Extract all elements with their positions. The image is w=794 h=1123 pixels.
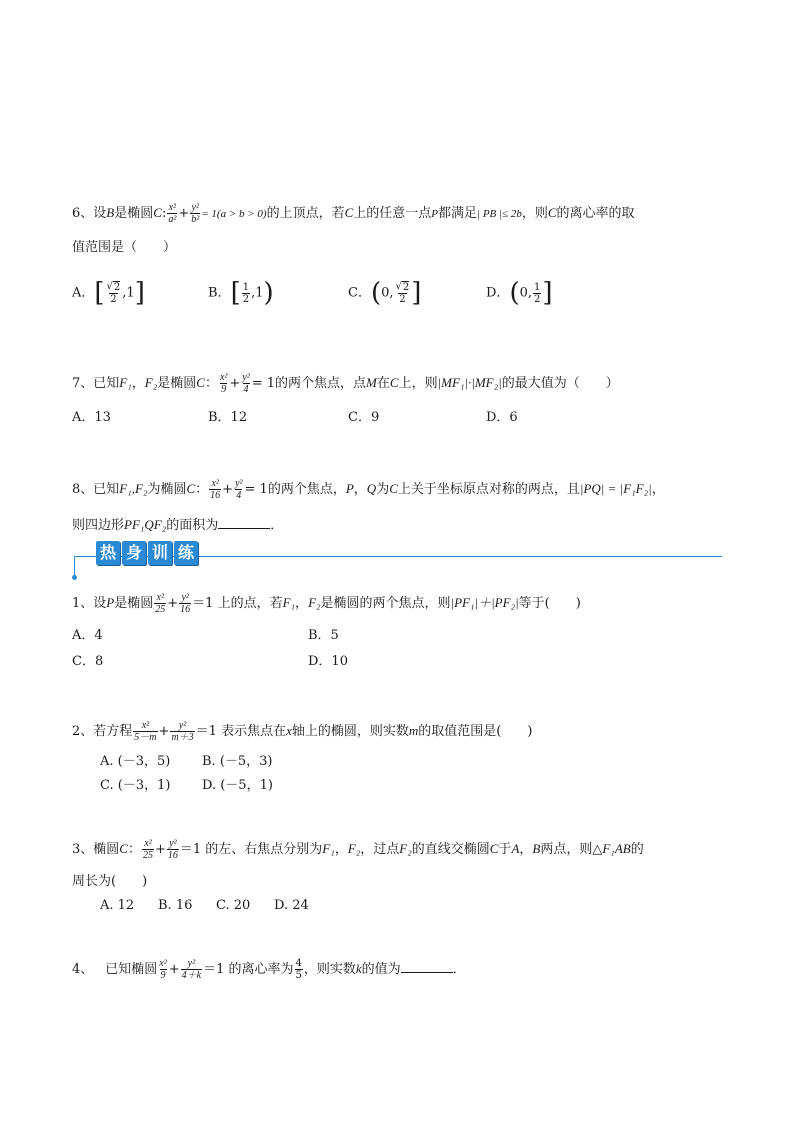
math-var: F₁ bbox=[322, 841, 335, 856]
math-var: k bbox=[355, 961, 362, 976]
text: 等于( ) bbox=[518, 596, 581, 611]
question-number: 4、 bbox=[72, 962, 94, 977]
text: 两点，则△ bbox=[540, 842, 603, 857]
fraction-denominator: 25 bbox=[142, 850, 153, 861]
text: 于 bbox=[498, 842, 512, 857]
text: 的两个焦点，点 bbox=[275, 376, 367, 391]
option-a[interactable] bbox=[72, 280, 145, 306]
text: 上关于坐标原点对称的两点，且 bbox=[397, 482, 580, 497]
operator: + bbox=[222, 482, 234, 497]
option-a[interactable]: A．13 bbox=[72, 410, 111, 425]
fraction-denominator: 2 bbox=[399, 294, 406, 305]
text: 已知 bbox=[93, 376, 120, 391]
fraction-denominator: 4＋k bbox=[181, 970, 202, 981]
sqrt: √ 2 bbox=[395, 281, 410, 293]
answer-blank[interactable] bbox=[218, 516, 270, 529]
question-number: 7、 bbox=[72, 376, 94, 391]
radicand: 2 bbox=[402, 282, 410, 293]
warmup-question-1-options bbox=[72, 628, 672, 672]
math-var: F₁ bbox=[282, 595, 296, 610]
fraction bbox=[167, 838, 179, 861]
fraction-denominator: 16 bbox=[167, 850, 178, 861]
fraction-denominator: 25 bbox=[155, 604, 166, 615]
math-var: C bbox=[489, 841, 499, 856]
math-var: C bbox=[547, 205, 557, 220]
option-a[interactable]: A. (－3，5) bbox=[100, 754, 171, 769]
text: 在 bbox=[376, 376, 390, 391]
text: 的最大值为（ ） bbox=[501, 376, 619, 391]
question-number: 8、 bbox=[72, 482, 94, 497]
section-title-char: 身 bbox=[122, 541, 146, 565]
math-expression: |PQ| = |F₁F₂| bbox=[579, 481, 652, 496]
warmup-question-2-options bbox=[100, 754, 500, 798]
text: ， bbox=[131, 376, 145, 391]
fraction bbox=[533, 282, 541, 305]
fraction-denominator: a² bbox=[168, 214, 177, 225]
text: 为椭圆 bbox=[147, 482, 187, 497]
text: 0, bbox=[519, 285, 532, 301]
text: ： bbox=[127, 842, 141, 857]
text: 设 bbox=[93, 596, 107, 611]
fraction bbox=[234, 478, 243, 501]
fraction bbox=[154, 592, 166, 615]
fraction-numerator: y² bbox=[187, 958, 196, 969]
question-7 bbox=[72, 372, 724, 395]
text: 的取值范围是( ) bbox=[418, 724, 533, 739]
text: 上，则 bbox=[398, 376, 438, 391]
fraction-denominator: 16 bbox=[180, 604, 191, 615]
option-c[interactable]: C．8 bbox=[72, 654, 104, 669]
text: 的上顶点，若 bbox=[266, 206, 345, 221]
math-var: C bbox=[196, 375, 205, 390]
math-var: P bbox=[106, 595, 115, 610]
fraction bbox=[170, 720, 194, 743]
text: ＝1 的离心率为 bbox=[203, 962, 294, 977]
text: ,1 bbox=[251, 285, 264, 301]
right-bracket: ] bbox=[134, 278, 145, 308]
text: 上的任意一点 bbox=[353, 206, 432, 221]
fraction bbox=[219, 372, 228, 395]
fraction bbox=[395, 281, 411, 305]
section-divider-tick bbox=[74, 556, 75, 576]
text: ， bbox=[295, 596, 309, 611]
math-expression: PF₁QF₂ bbox=[124, 517, 167, 532]
math-var: m bbox=[408, 723, 419, 738]
text: 轴上的椭圆，则实数 bbox=[291, 724, 409, 739]
option-label: C． bbox=[348, 285, 371, 301]
fraction-denominator: 2 bbox=[242, 293, 250, 305]
math-var: P bbox=[431, 208, 439, 220]
fraction bbox=[241, 372, 250, 395]
text: ： bbox=[195, 482, 209, 497]
fraction-numerator: y² bbox=[169, 838, 177, 849]
text: ， bbox=[353, 482, 367, 497]
text: 是椭圆 bbox=[114, 206, 154, 221]
fraction bbox=[133, 720, 157, 743]
text: : bbox=[161, 206, 167, 221]
option-a[interactable]: A．4 bbox=[72, 628, 103, 643]
option-c[interactable]: C. 20 bbox=[216, 898, 251, 913]
sqrt: √ 2 bbox=[106, 281, 121, 293]
fraction-denominator: 4 bbox=[236, 490, 242, 501]
fraction-denominator: b² bbox=[191, 214, 200, 225]
fraction bbox=[179, 592, 191, 615]
text: ． bbox=[270, 518, 284, 533]
text: 椭圆 bbox=[93, 842, 120, 857]
question-number: 1、 bbox=[72, 596, 94, 611]
left-bracket: [ bbox=[94, 278, 105, 308]
fraction bbox=[209, 478, 221, 501]
operator: + bbox=[178, 206, 190, 221]
option-b[interactable]: B. 16 bbox=[158, 898, 193, 913]
text: 的 bbox=[630, 842, 644, 857]
fraction-numerator: x² bbox=[219, 372, 228, 383]
text: 则四边形 bbox=[72, 518, 125, 533]
fraction-numerator: x² bbox=[168, 202, 177, 213]
fraction-numerator: x² bbox=[141, 720, 150, 731]
fraction-denominator: 4 bbox=[243, 384, 249, 395]
math-var: F₂ bbox=[347, 841, 361, 856]
section-title-char: 热 bbox=[96, 541, 120, 565]
text: 若方程 bbox=[93, 724, 133, 739]
operator: + bbox=[229, 376, 241, 391]
warmup-question-4 bbox=[72, 958, 724, 981]
answer-blank[interactable] bbox=[401, 960, 453, 973]
math-expression: | PB |≤ 2b bbox=[477, 208, 522, 220]
option-b[interactable]: B．12 bbox=[208, 410, 248, 425]
math-var: x bbox=[286, 723, 292, 738]
fraction-numerator: y² bbox=[191, 202, 199, 213]
option-d[interactable]: D. 24 bbox=[274, 898, 309, 913]
question-6-options bbox=[72, 280, 672, 316]
text: 设 bbox=[93, 206, 107, 221]
section-divider-dot bbox=[72, 575, 77, 580]
option-c[interactable]: C．9 bbox=[348, 410, 380, 425]
option-label: B． bbox=[208, 285, 231, 301]
fraction-denominator: 2 bbox=[110, 294, 117, 305]
operator: + bbox=[167, 596, 179, 611]
text: 为 bbox=[376, 482, 390, 497]
fraction-numerator: y² bbox=[242, 372, 250, 383]
text: 已知 bbox=[93, 482, 120, 497]
fraction-numerator: y² bbox=[178, 720, 187, 731]
fraction bbox=[158, 958, 167, 981]
left-bracket: [ bbox=[230, 278, 241, 308]
option-d[interactable]: D. (－5，1) bbox=[202, 778, 273, 793]
fraction-numerator: 4 bbox=[295, 958, 302, 969]
fraction-numerator: x² bbox=[144, 838, 152, 849]
left-paren: ( bbox=[509, 278, 520, 308]
math-var: F₁ bbox=[119, 375, 132, 390]
section-title-char: 练 bbox=[174, 541, 198, 565]
fraction bbox=[181, 958, 202, 981]
math-var: F₂ bbox=[308, 595, 321, 610]
question-number: 6、 bbox=[72, 206, 94, 221]
question-number: 3、 bbox=[72, 842, 94, 857]
text: 0, bbox=[381, 285, 394, 301]
option-c[interactable] bbox=[348, 280, 421, 306]
text: ＝1 表示焦点在 bbox=[195, 724, 287, 739]
fraction-denominator: 9 bbox=[221, 384, 227, 395]
text: 的面积为 bbox=[166, 518, 219, 533]
question-8-line2 bbox=[72, 516, 724, 534]
math-var: C bbox=[119, 841, 128, 856]
text: ＝1 的左、右焦点分别为 bbox=[179, 842, 323, 857]
text: 是椭圆 bbox=[114, 596, 154, 611]
fraction-numerator: 1 bbox=[534, 281, 541, 293]
question-number: 2、 bbox=[72, 724, 94, 739]
question-6-line2 bbox=[72, 240, 724, 256]
fraction bbox=[167, 202, 177, 225]
fraction-numerator: x² bbox=[211, 478, 219, 489]
fraction-numerator: y² bbox=[235, 478, 243, 489]
fraction-denominator: 5 bbox=[295, 970, 302, 981]
radicand: 2 bbox=[113, 282, 121, 293]
fraction-denominator: 16 bbox=[210, 490, 221, 501]
math-var: F₁,F₂ bbox=[119, 481, 148, 496]
operator: + bbox=[158, 724, 170, 739]
warmup-question-3-options bbox=[100, 898, 500, 916]
option-label: A． bbox=[72, 285, 95, 301]
text: = 1 bbox=[244, 482, 268, 497]
option-c[interactable]: C. (－3，1) bbox=[100, 778, 171, 793]
math-var: C bbox=[153, 205, 162, 220]
option-b[interactable] bbox=[208, 280, 274, 306]
operator: + bbox=[168, 962, 180, 977]
option-d[interactable]: D．6 bbox=[486, 410, 518, 425]
math-var: C bbox=[389, 375, 399, 390]
text: ， bbox=[651, 482, 665, 497]
math-var: B bbox=[532, 841, 541, 856]
option-b[interactable]: B. (－5，3) bbox=[202, 754, 273, 769]
text: ， bbox=[334, 842, 348, 857]
math-var: C bbox=[344, 205, 354, 220]
question-6 bbox=[72, 202, 724, 225]
fraction-denominator: 5－m bbox=[134, 732, 157, 743]
text: 都满足 bbox=[438, 206, 478, 221]
text: 的离心率的取 bbox=[556, 206, 635, 221]
option-a[interactable]: A. 12 bbox=[100, 898, 135, 913]
math-var: B bbox=[106, 205, 115, 220]
text: ， bbox=[519, 842, 533, 857]
fraction-denominator: m＋3 bbox=[171, 732, 194, 743]
fraction-denominator: 9 bbox=[160, 970, 166, 981]
math-expression: |PF₁|＋|PF₂| bbox=[450, 595, 519, 610]
text: 已知椭圆 bbox=[105, 962, 158, 977]
math-var: C bbox=[389, 481, 398, 496]
fraction bbox=[142, 838, 154, 861]
operator: + bbox=[154, 842, 166, 857]
fraction-numerator: 1 bbox=[242, 281, 250, 293]
math-expression: |MF₁|·|MF₂| bbox=[437, 375, 502, 390]
text: ，过点 bbox=[360, 842, 400, 857]
fraction-numerator: x² bbox=[159, 958, 167, 969]
math-var: F₂ bbox=[144, 375, 158, 390]
text: ． bbox=[452, 962, 466, 977]
fraction-numerator: x² bbox=[156, 592, 164, 603]
left-paren: ( bbox=[370, 278, 382, 308]
text: 的直线交椭圆 bbox=[411, 842, 490, 857]
text: ,1 bbox=[122, 285, 135, 301]
text: ： bbox=[204, 376, 218, 391]
section-title-char: 训 bbox=[148, 541, 172, 565]
text: 的值为 bbox=[361, 962, 401, 977]
right-bracket: ] bbox=[411, 278, 422, 308]
text: = 1 bbox=[251, 376, 276, 391]
math-expression: F₁AB bbox=[602, 841, 631, 856]
fraction bbox=[242, 282, 250, 305]
math-var: Q bbox=[366, 481, 377, 496]
option-label: D． bbox=[486, 285, 510, 301]
fraction-denominator: 2 bbox=[534, 293, 541, 305]
math-var: C bbox=[186, 481, 196, 496]
section-title-warmup bbox=[96, 541, 198, 569]
text: 值范围是（ ） bbox=[72, 240, 177, 255]
text: 是椭圆的两个焦点，则 bbox=[320, 596, 451, 611]
math-var: F₂ bbox=[399, 841, 412, 856]
warmup-question-1 bbox=[72, 592, 724, 615]
text: ，则 bbox=[521, 206, 548, 221]
math-condition: = 1(a > b > 0) bbox=[201, 208, 267, 220]
fraction bbox=[190, 202, 200, 225]
fraction bbox=[295, 958, 303, 981]
text: ，则实数 bbox=[303, 962, 356, 977]
question-8 bbox=[72, 478, 724, 501]
option-d[interactable] bbox=[486, 280, 553, 306]
question-7-options bbox=[72, 410, 672, 428]
right-paren: ) bbox=[263, 278, 274, 308]
math-var: M bbox=[366, 375, 377, 390]
text: 是椭圆 bbox=[157, 376, 197, 391]
option-d[interactable]: D．10 bbox=[308, 654, 348, 669]
right-bracket: ] bbox=[542, 278, 553, 308]
warmup-question-2 bbox=[72, 720, 724, 743]
fraction-numerator: y² bbox=[181, 592, 189, 603]
warmup-question-3 bbox=[72, 838, 724, 861]
math-var: P bbox=[345, 481, 354, 496]
math-var: A bbox=[511, 841, 520, 856]
text: ＝1 上的点，若 bbox=[192, 596, 283, 611]
warmup-question-3-line2 bbox=[72, 874, 724, 890]
fraction bbox=[106, 281, 122, 305]
option-b[interactable]: B．5 bbox=[308, 628, 339, 643]
text: 周长为( ) bbox=[72, 874, 148, 889]
text: 的两个焦点， bbox=[267, 482, 346, 497]
